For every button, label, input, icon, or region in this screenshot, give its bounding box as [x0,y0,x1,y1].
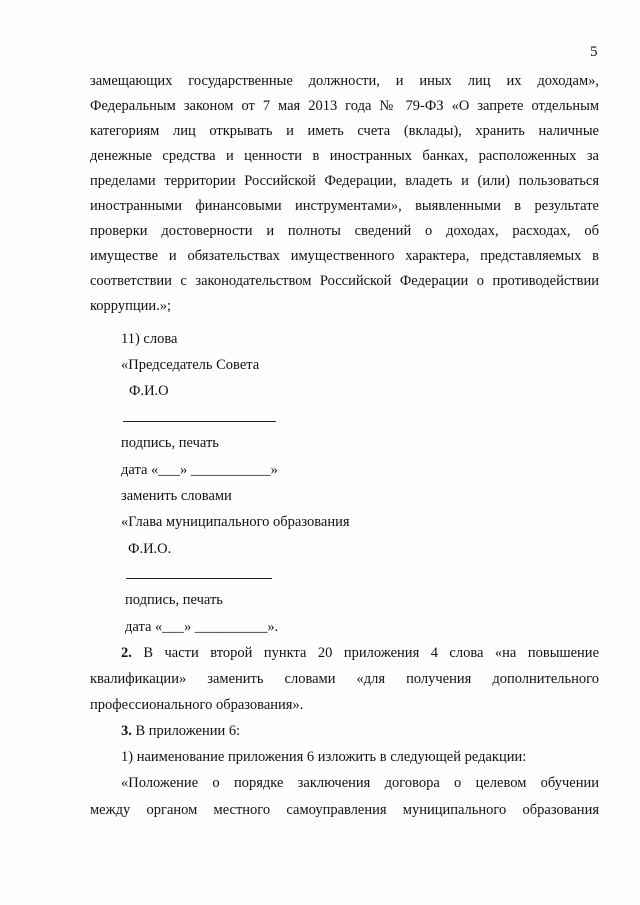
body-text: В части второй пункта 20 приложения 4 слова «на повышение [143,645,600,661]
body-line: замещающих государственные должности, и иных лиц их доходам», [90,73,599,89]
body-line: денежные средства и ценности в иностранных банках, расположенных за [90,148,599,164]
body-line: соответствии с законодательством Российской Федерации о противодействии [90,273,599,289]
body-line [121,644,599,662]
signature-caption-new: подпись, печать [125,592,223,608]
signature-title-old: «Председатель Совета [121,357,260,373]
body-line [121,722,240,740]
section-number: 2. [121,645,132,661]
body-line: коррупции.»; [90,298,172,314]
body-line: иностранными финансовыми инструментами», выявленными в результате [90,198,599,214]
list-item: 1) наименование приложения 6 изложить в следующей редакции: [121,749,527,765]
body-line: Федеральным законом от 7 мая 2013 года № 79-ФЗ «О запрете отдельным [90,98,599,114]
body-line: имуществе и обязательствах имущественного характера, представляемых в [90,248,599,264]
body-line: категориям лиц открывать и иметь счета (вклады), хранить наличные [90,123,599,139]
signature-fio-new: Ф.И.О. [128,541,172,557]
body-line: «Положение о порядке заключения договора о целевом обучении [121,775,599,791]
body-line: профессионального образования». [90,697,304,713]
body-line: квалификации» заменить словами «для получения дополнительного [90,671,599,687]
list-item: 11) слова [121,331,178,347]
signature-line-old [123,421,276,422]
replace-with-text: заменить словами [121,488,232,504]
body-text: В приложении 6: [135,723,241,739]
body-line: между органом местного самоуправления муниципального образования [90,802,599,818]
signature-date-old: дата «___» ___________» [121,462,278,478]
signature-line-new [126,578,272,579]
section-number: 3. [121,723,132,739]
body-line: пределами территории Российской Федерации, владеть и (или) пользоваться [90,173,599,189]
signature-fio-old: Ф.И.О [129,383,169,399]
signature-date-new: дата «___» __________». [125,619,279,635]
page-number: 5 [590,44,598,60]
body-line: проверки достоверности и полноты сведений о доходах, расходах, об [90,223,599,239]
signature-title-new: «Глава муниципального образования [121,514,350,530]
signature-caption-old: подпись, печать [121,435,219,451]
